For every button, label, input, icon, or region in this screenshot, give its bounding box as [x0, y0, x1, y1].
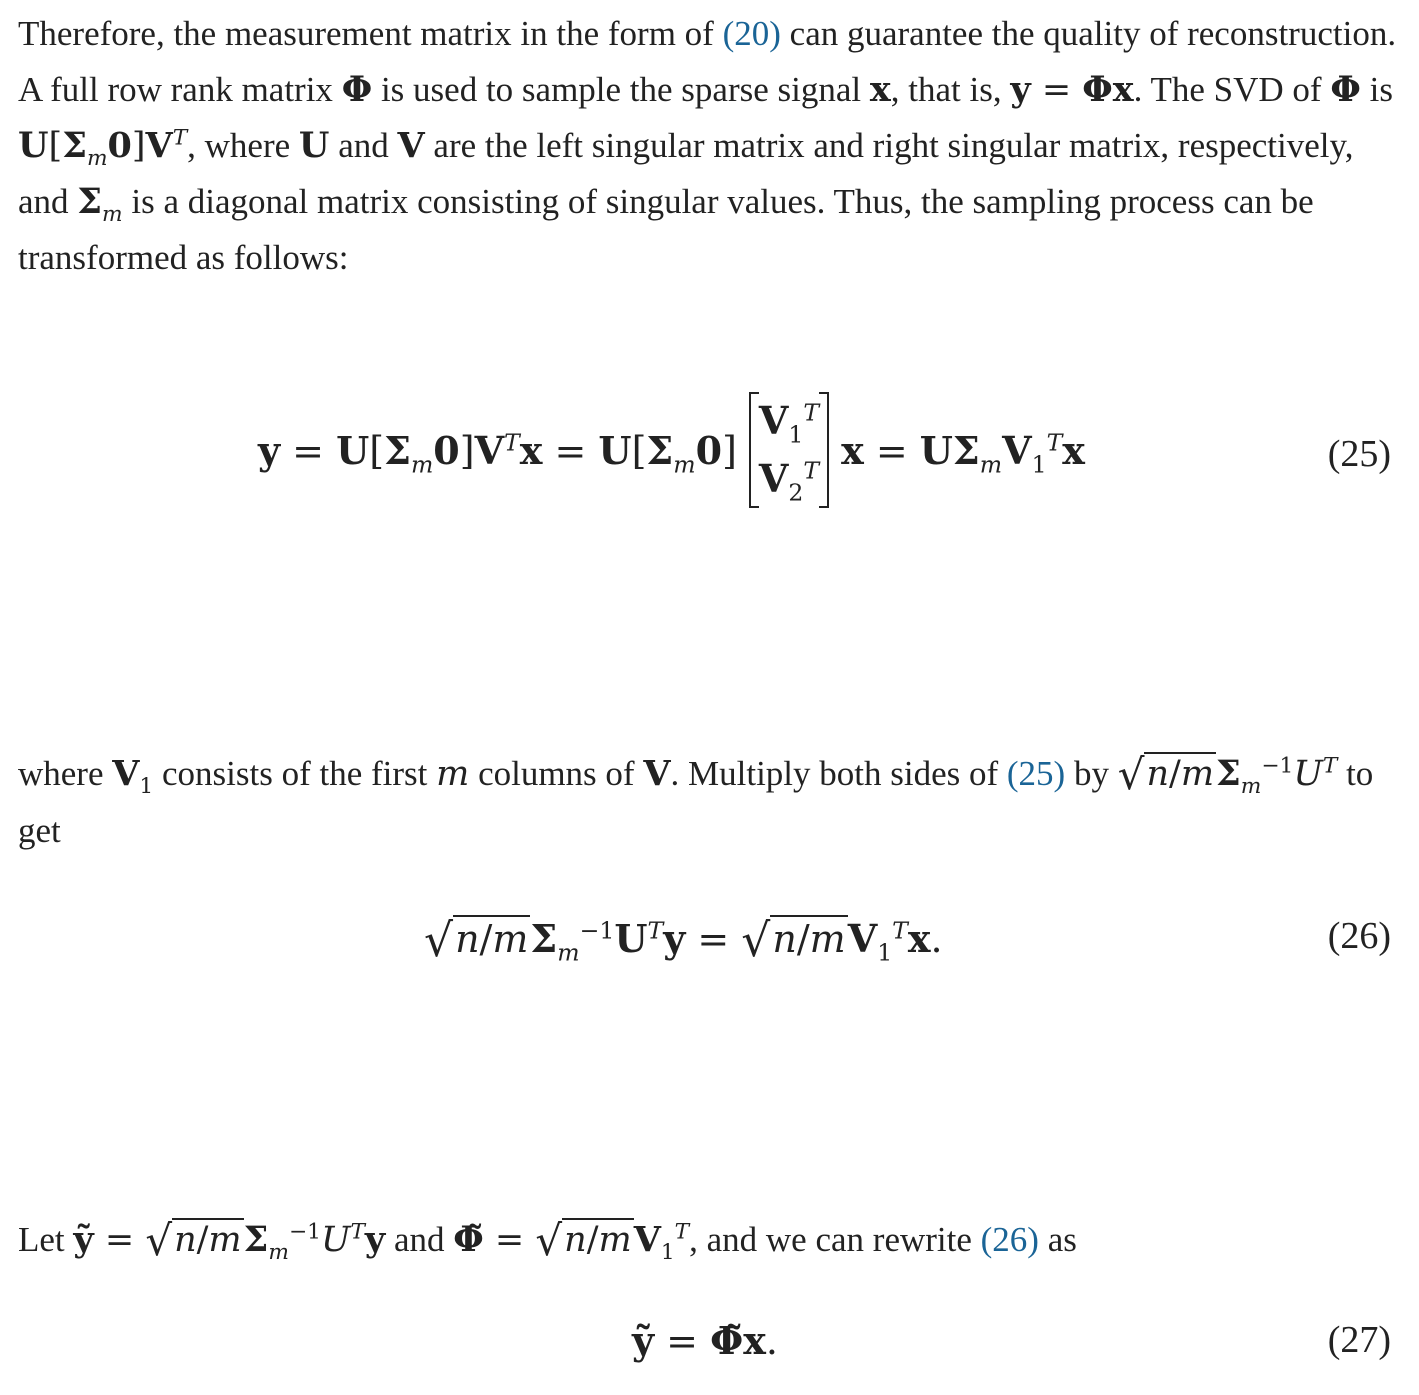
math-v: V: [397, 125, 425, 166]
equation-26-content: $√n/m\Sigma_m^{-1}U^Ty = √n/mV_1^Tx$.: [424, 914, 943, 967]
math-m: m: [436, 754, 470, 794]
paragraph-v1-definition: where $V_1$ consists of the first m columns of V. Multiply both sides of (25) by $√n/m\Sigma_m^{-1}U^T$ to get: [18, 750, 1374, 850]
equation-ref-25[interactable]: (25): [1006, 754, 1066, 793]
math-y-eq-phix: y = Φx: [1010, 69, 1134, 110]
math-v1: $V_1$: [112, 753, 154, 799]
math-sigma-m: $\Sigma_m$: [77, 181, 123, 227]
equation-27-content: ỹ = Φ̃x.: [632, 1318, 778, 1363]
math-phi: Φ: [1330, 69, 1361, 110]
equation-27: [0, 1318, 1419, 1388]
math-x: x: [869, 69, 891, 110]
math-v: V: [643, 753, 671, 794]
math-phi-tilde-definition: Φ̃ = $√n/mV_1^T$: [453, 1216, 690, 1265]
equation-27-number: (27): [1327, 1319, 1391, 1361]
equation-26-number: (26): [1327, 915, 1391, 957]
paragraph-let-definitions: Let ỹ = $√n/m\Sigma_m^{-1}U^Ty$ and Φ̃ = $√n/mV_1^T$, and we can rewrite (26) as: [18, 1216, 1077, 1265]
math-svd: $U[\Sigma_m0]V^T$: [18, 125, 188, 171]
math-u: U: [298, 125, 330, 166]
equation-ref-20[interactable]: (20): [722, 14, 781, 53]
math-scaling-factor: $√n/m\Sigma_m^{-1}U^T$: [1117, 750, 1338, 799]
equation-25: [0, 392, 1419, 518]
equation-ref-26[interactable]: (26): [980, 1220, 1039, 1259]
equation-26: [0, 914, 1419, 984]
block-matrix-v1-v2: $V_1^T$ $V_2^T$: [749, 392, 829, 508]
equation-25-content: $y = U[\Sigma_m0]V^Tx = U[\Sigma_m0]$ $V_1^T$ $V_2^T$ $x = U\Sigma_mV_1^Tx$: [258, 392, 1085, 508]
math-y-tilde-definition: ỹ = $√n/m\Sigma_m^{-1}U^Ty$: [73, 1216, 386, 1265]
paragraph-svd-intro: Therefore, the measurement matrix in the form of (20) can guarantee the quality of reconstruction. A full row rank matrix Φ is used to sample the sparse signal x, that is, y = Φx. The SVD of Φ is $U[\Sigma_m0]V^T$, where U and V are the left singular matrix and right singular matrix, respectively, and $\Sigma_m$ is a diagonal matrix consisting of singular values. Thus, the sampling process can be transformed as follows:: [18, 14, 1397, 277]
math-phi: Φ: [341, 69, 373, 110]
equation-25-number: (25): [1327, 433, 1391, 475]
